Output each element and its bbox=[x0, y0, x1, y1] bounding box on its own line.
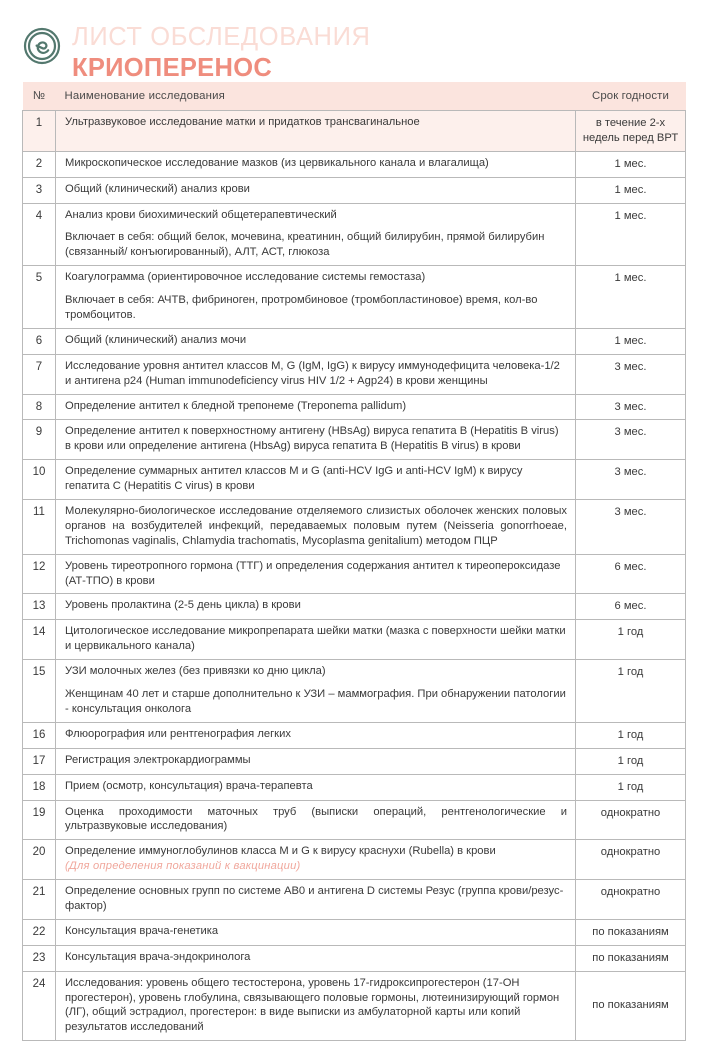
row-examination-name bbox=[56, 500, 576, 555]
examination-text-line: Включает в себя: АЧТВ, фибриноген, протромбиновое (тромбопластиновое) время, кол-во тромбоцитов. bbox=[65, 294, 538, 322]
table-row bbox=[23, 420, 686, 460]
table-body bbox=[23, 111, 686, 1041]
row-number: 7 bbox=[23, 354, 56, 394]
exam-table bbox=[22, 82, 686, 1041]
table-row bbox=[23, 880, 686, 920]
page-title: ЛИСТ ОБСЛЕДОВАНИЯ bbox=[72, 23, 371, 51]
examination-text-line: Определение антител к поверхностному антигену (HBsAg) вируса гепатита B (Hepatitis B virus) в крови или определение антигена (HbsAg) вируса гепатита B (Hepatitis B virus) в крови bbox=[65, 425, 559, 453]
row-number: 20 bbox=[23, 840, 56, 880]
row-examination-name bbox=[56, 266, 576, 329]
row-number: 19 bbox=[23, 800, 56, 840]
examination-text-line: Определение иммуноглобулинов класса M и G к вирусу краснухи (Rubella) в крови bbox=[65, 845, 496, 858]
table-row bbox=[23, 500, 686, 555]
row-validity-period: по показаниям bbox=[576, 919, 686, 945]
row-validity-period: однократно bbox=[576, 840, 686, 880]
row-number: 17 bbox=[23, 748, 56, 774]
row-examination-name bbox=[56, 722, 576, 748]
row-validity-period: в течение 2-х недель перед ВРТ bbox=[576, 111, 686, 152]
row-number: 4 bbox=[23, 203, 56, 266]
table-row bbox=[23, 266, 686, 329]
row-examination-name bbox=[56, 328, 576, 354]
table-row bbox=[23, 177, 686, 203]
table-row bbox=[23, 328, 686, 354]
table-row bbox=[23, 971, 686, 1041]
row-number: 13 bbox=[23, 594, 56, 620]
row-validity-period: 1 год bbox=[576, 774, 686, 800]
row-examination-name bbox=[56, 840, 576, 880]
row-validity-period: 3 мес. bbox=[576, 394, 686, 420]
table-row bbox=[23, 722, 686, 748]
row-examination-name bbox=[56, 354, 576, 394]
table-row bbox=[23, 594, 686, 620]
examination-text-line: Цитологическое исследование микропрепарата шейки матки (мазка с поверхности шейки матки и цервикального канала) bbox=[65, 625, 566, 653]
table-row bbox=[23, 748, 686, 774]
row-validity-period: 3 мес. bbox=[576, 420, 686, 460]
exam-table-wrapper bbox=[22, 82, 685, 1041]
document-header bbox=[0, 0, 707, 82]
row-validity-period: 1 мес. bbox=[576, 203, 686, 266]
column-header-validity: Срок годности bbox=[576, 82, 686, 111]
row-number: 21 bbox=[23, 880, 56, 920]
table-row bbox=[23, 111, 686, 152]
examination-text-line: Исследование уровня антител классов M, G (IgM, IgG) к вирусу иммунодефицита человека-1/2 и антигена p24 (Human immunodeficiency virus HIV 1/2 + Agp24) в крови женщины bbox=[65, 359, 560, 387]
column-header-name: Наименование исследования bbox=[56, 82, 576, 111]
row-number: 9 bbox=[23, 420, 56, 460]
table-row bbox=[23, 151, 686, 177]
row-validity-period: 6 мес. bbox=[576, 594, 686, 620]
row-examination-name bbox=[56, 203, 576, 266]
row-examination-name bbox=[56, 420, 576, 460]
row-number: 24 bbox=[23, 971, 56, 1041]
examination-text-line: Общий (клинический) анализ крови bbox=[65, 182, 250, 195]
examination-text-line: Женщинам 40 лет и старше дополнительно к УЗИ – маммография. При обнаружении патологии - консультация онколога bbox=[65, 688, 566, 715]
row-number: 15 bbox=[23, 660, 56, 723]
examination-text-line: Определение антител к бледной трепонеме (Treponema pallidum) bbox=[65, 399, 407, 412]
row-number: 14 bbox=[23, 620, 56, 660]
examination-text-line: Молекулярно-биологическое исследование отделяемого слизистых оболочек женских половых органов на возбудителей инфекций, передаваемых половым путем (Neisseria gonorrhoeae, Trichomonas vaginalis, Chlamydia trachomatis, Mycoplasma genitalium) методом ПЦР bbox=[65, 505, 567, 547]
table-row bbox=[23, 203, 686, 266]
row-validity-period: 3 мес. bbox=[576, 354, 686, 394]
row-examination-name bbox=[56, 660, 576, 723]
row-number: 11 bbox=[23, 500, 56, 555]
table-row bbox=[23, 620, 686, 660]
row-examination-name bbox=[56, 945, 576, 971]
examination-text-line: Консультация врача-эндокринолога bbox=[65, 950, 251, 963]
table-row bbox=[23, 660, 686, 723]
row-validity-period: 1 мес. bbox=[576, 177, 686, 203]
examination-note: (Для определения показаний к вакцинации) bbox=[65, 860, 301, 873]
row-examination-name bbox=[56, 151, 576, 177]
examination-text-line: Уровень тиреотропного гормона (ТТГ) и определения содержания антител к тиреопероксидазе (АТ-ТПО) в крови bbox=[65, 559, 561, 587]
row-number: 6 bbox=[23, 328, 56, 354]
row-validity-period: 1 год bbox=[576, 620, 686, 660]
row-number: 2 bbox=[23, 151, 56, 177]
row-validity-period: 1 год bbox=[576, 660, 686, 723]
circle-e-logo-icon bbox=[22, 26, 62, 66]
table-row bbox=[23, 774, 686, 800]
row-number: 23 bbox=[23, 945, 56, 971]
examination-text-line: Консультация врача-генетика bbox=[65, 924, 219, 937]
row-examination-name bbox=[56, 919, 576, 945]
row-validity-period: 1 мес. bbox=[576, 151, 686, 177]
table-row bbox=[23, 919, 686, 945]
row-number: 18 bbox=[23, 774, 56, 800]
table-row bbox=[23, 554, 686, 594]
row-validity-period: 1 год bbox=[576, 748, 686, 774]
row-number: 5 bbox=[23, 266, 56, 329]
row-number: 12 bbox=[23, 554, 56, 594]
row-examination-name bbox=[56, 111, 576, 152]
examination-text-line: Определение суммарных антител классов M и G (anti-HCV IgG и anti-HCV IgM) к вирусу гепатита C (Hepatitis C virus) в крови bbox=[65, 465, 523, 493]
examination-text-line: УЗИ молочных желез (без привязки ко дню цикла) bbox=[65, 665, 326, 678]
examination-text-line: Регистрация электрокардиограммы bbox=[65, 753, 251, 766]
examination-text-line: Флюорография или рентгенография легких bbox=[65, 727, 291, 740]
row-validity-period: однократно bbox=[576, 800, 686, 840]
table-row bbox=[23, 394, 686, 420]
row-examination-name bbox=[56, 394, 576, 420]
examination-text-line: Исследования: уровень общего тестостерона, уровень 17-гидроксипрогестерон (17-ОН прогестерон), уровень глобулина, связывающего половые гормоны, лютеинизирующий гормон (ЛГ), общий эстрадиол, прогестерон: в виде выписки из амбулаторной карты или копий результатов исследований bbox=[65, 976, 560, 1034]
column-header-number: № bbox=[23, 82, 56, 111]
row-examination-name bbox=[56, 594, 576, 620]
row-validity-period: 1 мес. bbox=[576, 266, 686, 329]
row-validity-period: 3 мес. bbox=[576, 500, 686, 555]
table-row bbox=[23, 800, 686, 840]
row-examination-name bbox=[56, 800, 576, 840]
row-validity-period: однократно bbox=[576, 880, 686, 920]
examination-text-line: Включает в себя: общий белок, мочевина, креатинин, общий билирубин, прямой билирубин (связанный/ конъюгированный), АЛТ, АСТ, глюкоза bbox=[65, 231, 545, 259]
table-header-row bbox=[23, 82, 686, 111]
row-validity-period: по показаниям bbox=[576, 971, 686, 1041]
title-block bbox=[72, 24, 371, 83]
table-row bbox=[23, 945, 686, 971]
row-examination-name bbox=[56, 880, 576, 920]
examination-text-line: Микроскопическое исследование мазков (из цервикального канала и влагалища) bbox=[65, 156, 489, 169]
row-number: 16 bbox=[23, 722, 56, 748]
examination-text-line: Уровень пролактина (2-5 день цикла) в крови bbox=[65, 599, 301, 612]
page-subtitle: КРИОПЕРЕНОС bbox=[72, 53, 273, 82]
row-examination-name bbox=[56, 774, 576, 800]
examination-text-line: Определение основных групп по системе AB0 и антигена D системы Резус (группа крови/резус-фактор) bbox=[65, 885, 564, 912]
examination-text-line: Общий (клинический) анализ мочи bbox=[65, 333, 247, 346]
table-header bbox=[23, 82, 686, 111]
table-row bbox=[23, 354, 686, 394]
table-row bbox=[23, 840, 686, 880]
row-validity-period: 6 мес. bbox=[576, 554, 686, 594]
row-examination-name bbox=[56, 748, 576, 774]
row-validity-period: по показаниям bbox=[576, 945, 686, 971]
row-examination-name bbox=[56, 554, 576, 594]
row-number: 3 bbox=[23, 177, 56, 203]
examination-text-line: Оценка проходимости маточных труб (выписки операций, рентгенологические и ультразвуковые исследования) bbox=[65, 805, 567, 833]
row-examination-name bbox=[56, 971, 576, 1041]
row-validity-period: 1 год bbox=[576, 722, 686, 748]
examination-text-line: Коагулограмма (ориентировочное исследование системы гемостаза) bbox=[65, 271, 426, 284]
row-examination-name bbox=[56, 620, 576, 660]
row-number: 1 bbox=[23, 111, 56, 152]
examination-text-line: Анализ крови биохимический общетерапевтический bbox=[65, 208, 337, 221]
row-examination-name bbox=[56, 460, 576, 500]
examination-text-line: Ультразвуковое исследование матки и придатков трансвагинальное bbox=[65, 116, 420, 128]
row-examination-name bbox=[56, 177, 576, 203]
table-row bbox=[23, 460, 686, 500]
row-validity-period: 1 мес. bbox=[576, 328, 686, 354]
row-validity-period: 3 мес. bbox=[576, 460, 686, 500]
row-number: 8 bbox=[23, 394, 56, 420]
row-number: 10 bbox=[23, 460, 56, 500]
examination-text-line: Прием (осмотр, консультация) врача-терапевта bbox=[65, 779, 313, 792]
row-number: 22 bbox=[23, 919, 56, 945]
